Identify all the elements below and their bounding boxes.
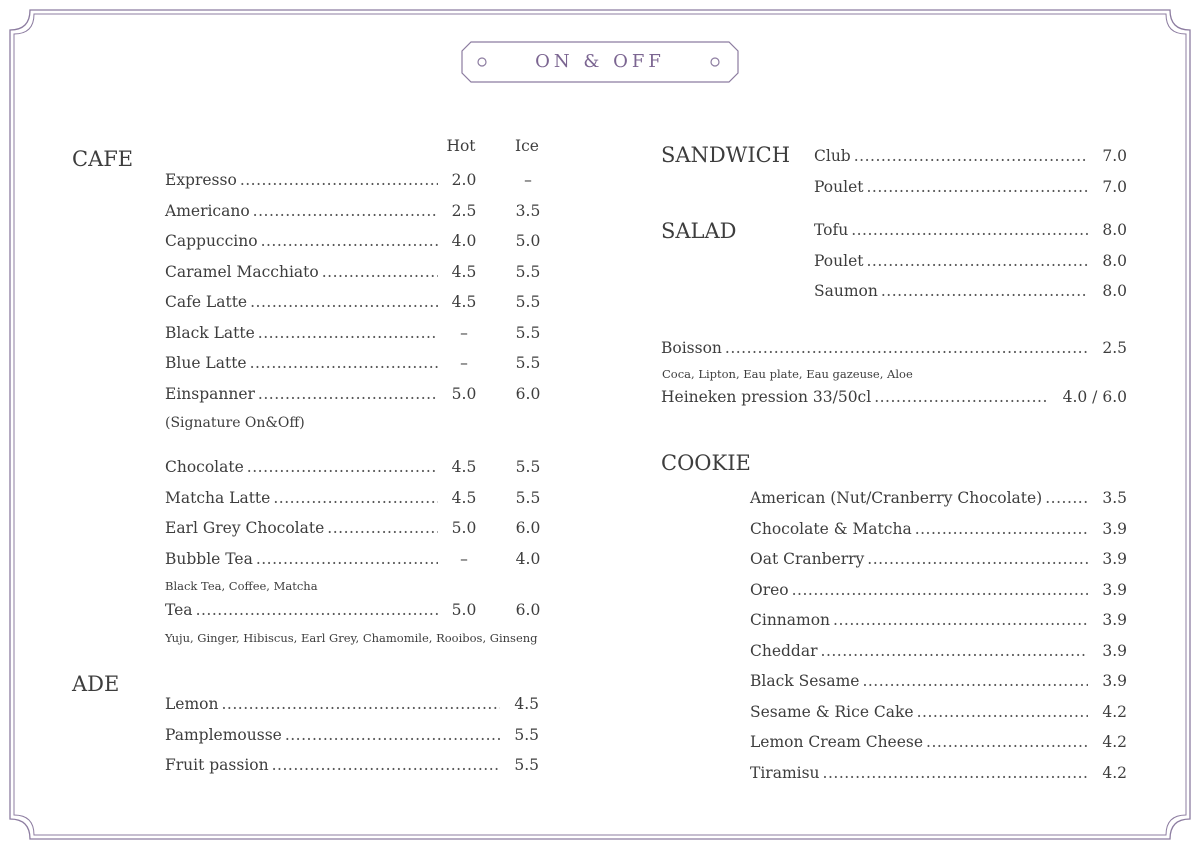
beer-price: 4.0 / 6.0	[1062, 388, 1127, 406]
title-plate	[461, 41, 739, 83]
menu-item-row	[165, 169, 440, 191]
item-price: 3.9	[1102, 672, 1127, 690]
ice-price: 6.0	[515, 601, 541, 619]
bubble-tea-note: Black Tea, Coffee, Matcha	[165, 579, 318, 593]
leader-dots	[821, 640, 1088, 662]
item-name: Oreo	[750, 580, 789, 599]
item-name: Caramel Macchiato	[165, 262, 319, 281]
leader-dots	[221, 693, 500, 715]
item-name: Americano	[165, 201, 250, 220]
menu-item-row	[165, 352, 440, 374]
menu-item-row	[165, 291, 440, 313]
hot-price: –	[460, 323, 468, 342]
leader-dots	[240, 169, 438, 191]
hot-column-header: Hot	[446, 137, 476, 155]
menu-item-row	[750, 701, 1090, 723]
menu-item-row	[814, 176, 1090, 198]
leader-dots	[926, 731, 1088, 753]
menu-item-row	[165, 230, 440, 252]
tea-note: Yuju, Ginger, Hibiscus, Earl Grey, Chamomile, Rooibos, Ginseng	[165, 631, 538, 645]
leader-dots	[792, 579, 1088, 601]
leader-dots	[247, 456, 438, 478]
item-name: Chocolate & Matcha	[750, 519, 912, 538]
leader-dots	[862, 670, 1088, 692]
item-price: 7.0	[1102, 177, 1127, 196]
item-name: Cinnamon	[750, 611, 831, 629]
item-price: 3.5	[1102, 489, 1127, 507]
menu-item-row	[750, 640, 1090, 662]
ice-price: 5.5	[515, 354, 541, 372]
item-name: Saumon	[814, 282, 878, 300]
item-name: Pamplemousse	[165, 725, 282, 744]
leader-dots	[874, 386, 1046, 408]
item-price: 4.5	[514, 695, 539, 713]
leader-dots	[196, 599, 438, 621]
item-name: Chocolate	[165, 458, 244, 476]
item-name: Tiramisu	[750, 763, 820, 782]
hot-price: 2.0	[451, 171, 477, 189]
hot-price: 5.0	[451, 519, 477, 537]
menu-item-row	[165, 693, 502, 715]
hot-price: 4.5	[451, 293, 477, 311]
leader-dots	[833, 609, 1088, 631]
hot-price: 4.5	[451, 262, 477, 281]
menu-item-row	[165, 487, 440, 509]
menu-item-row	[814, 250, 1090, 272]
item-name: Oat Cranberry	[750, 550, 865, 568]
item-price: 7.0	[1102, 147, 1127, 165]
leader-dots	[725, 337, 1088, 359]
leader-dots	[256, 548, 438, 570]
menu-item-row	[750, 670, 1090, 692]
menu-item-row	[165, 383, 440, 405]
item-name: Einspanner	[165, 384, 255, 403]
ice-price: 5.0	[515, 232, 541, 250]
menu-item-row	[750, 731, 1090, 753]
ice-price: 5.5	[515, 323, 541, 342]
leader-dots	[823, 762, 1088, 784]
item-price: 4.2	[1102, 702, 1127, 721]
hot-price: 2.5	[451, 201, 477, 220]
item-name: Fruit passion	[165, 756, 269, 774]
item-name: Blue Latte	[165, 354, 247, 372]
menu-item-row	[750, 518, 1090, 540]
menu-item-row	[814, 145, 1090, 167]
leader-dots	[250, 352, 438, 374]
item-price: 4.2	[1102, 733, 1127, 751]
hot-price: –	[460, 354, 468, 372]
item-name: Bubble Tea	[165, 549, 253, 568]
item-name: Cappuccino	[165, 232, 258, 250]
item-price: 3.9	[1102, 611, 1127, 629]
item-price: 3.9	[1102, 580, 1127, 599]
item-name: Poulet	[814, 177, 864, 196]
menu-item-row	[165, 456, 440, 478]
leader-dots	[285, 724, 500, 746]
leader-dots	[250, 291, 438, 313]
leader-dots	[272, 754, 500, 776]
item-name: Matcha Latte	[165, 488, 271, 507]
menu-item-row	[814, 219, 1090, 241]
item-name: Black Sesame	[750, 672, 860, 690]
item-price: 8.0	[1102, 282, 1127, 300]
hot-price: 5.0	[451, 384, 477, 403]
leader-dots	[851, 219, 1088, 241]
leader-dots	[915, 518, 1088, 540]
menu-item-row	[814, 280, 1090, 302]
boisson-price: 2.5	[1102, 339, 1127, 357]
menu-item-row	[165, 200, 440, 222]
menu-item-row	[165, 548, 440, 570]
menu-item-row	[165, 261, 440, 283]
beer-row	[661, 386, 1048, 408]
boisson-note: Coca, Lipton, Eau plate, Eau gazeuse, Aloe	[662, 367, 913, 381]
item-price: 8.0	[1102, 221, 1127, 239]
leader-dots	[273, 487, 438, 509]
hot-price: 5.0	[451, 601, 477, 619]
item-price: 3.9	[1102, 550, 1127, 568]
ice-price: 5.5	[515, 458, 541, 476]
leader-dots	[917, 701, 1088, 723]
leader-dots	[258, 383, 438, 405]
cookie-heading: COOKIE	[661, 451, 751, 475]
leader-dots	[866, 176, 1088, 198]
menu-item-row	[750, 762, 1090, 784]
ade-heading: ADE	[72, 672, 120, 696]
leader-dots	[253, 200, 438, 222]
ice-price: 6.0	[515, 384, 541, 403]
item-name: Tofu	[814, 221, 849, 239]
menu-item-row	[165, 754, 502, 776]
hot-price: –	[460, 549, 468, 568]
menu-item-row	[750, 609, 1090, 631]
cafe-heading: CAFE	[72, 147, 134, 171]
leader-dots	[866, 250, 1088, 272]
leader-dots	[327, 517, 438, 539]
menu-item-row	[165, 599, 440, 621]
item-price: 3.9	[1102, 519, 1127, 538]
sandwich-heading: SANDWICH	[661, 143, 791, 167]
ice-price: 5.5	[515, 488, 541, 507]
item-name: Heineken pression 33/50cl	[661, 388, 872, 406]
ice-price: 5.5	[515, 293, 541, 311]
boisson-row	[661, 337, 1090, 359]
ice-price: 6.0	[515, 519, 541, 537]
leader-dots	[881, 280, 1088, 302]
menu-item-row	[750, 487, 1090, 509]
item-price: 5.5	[514, 725, 539, 744]
item-name: Cheddar	[750, 641, 818, 660]
leader-dots	[854, 145, 1088, 167]
item-name: Sesame & Rice Cake	[750, 702, 914, 721]
leader-dots	[322, 261, 438, 283]
item-price: 3.9	[1102, 641, 1127, 660]
ice-column-header: Ice	[515, 137, 539, 155]
item-name: Lemon	[165, 695, 219, 713]
menu-item-row	[750, 579, 1090, 601]
item-name: Earl Grey Chocolate	[165, 519, 325, 537]
item-name: Poulet	[814, 251, 864, 270]
item-name: Lemon Cream Cheese	[750, 733, 924, 751]
hot-price: 4.5	[451, 488, 477, 507]
menu-item-row	[165, 724, 502, 746]
ice-price: 5.5	[515, 262, 541, 281]
signature-note: (Signature On&Off)	[165, 415, 305, 431]
item-name: Boisson	[661, 339, 722, 357]
leader-dots	[1045, 487, 1088, 509]
leader-dots	[258, 322, 438, 344]
item-price: 8.0	[1102, 251, 1127, 270]
leader-dots	[261, 230, 438, 252]
menu-item-row	[165, 517, 440, 539]
item-price: 4.2	[1102, 763, 1127, 782]
hot-price: 4.5	[451, 458, 477, 476]
menu-item-row	[165, 322, 440, 344]
ice-price: –	[524, 171, 532, 189]
menu-title: ON & OFF	[535, 51, 665, 72]
salad-heading: SALAD	[661, 219, 737, 243]
item-name: Tea	[165, 601, 193, 619]
ice-price: 3.5	[515, 201, 541, 220]
ice-price: 4.0	[515, 549, 541, 568]
hot-price: 4.0	[451, 232, 477, 250]
item-name: American (Nut/Cranberry Chocolate)	[750, 489, 1043, 507]
item-name: Club	[814, 147, 851, 165]
menu-item-row	[750, 548, 1090, 570]
item-name: Cafe Latte	[165, 293, 248, 311]
item-name: Expresso	[165, 171, 237, 189]
item-name: Black Latte	[165, 323, 255, 342]
leader-dots	[867, 548, 1088, 570]
item-price: 5.5	[514, 756, 539, 774]
